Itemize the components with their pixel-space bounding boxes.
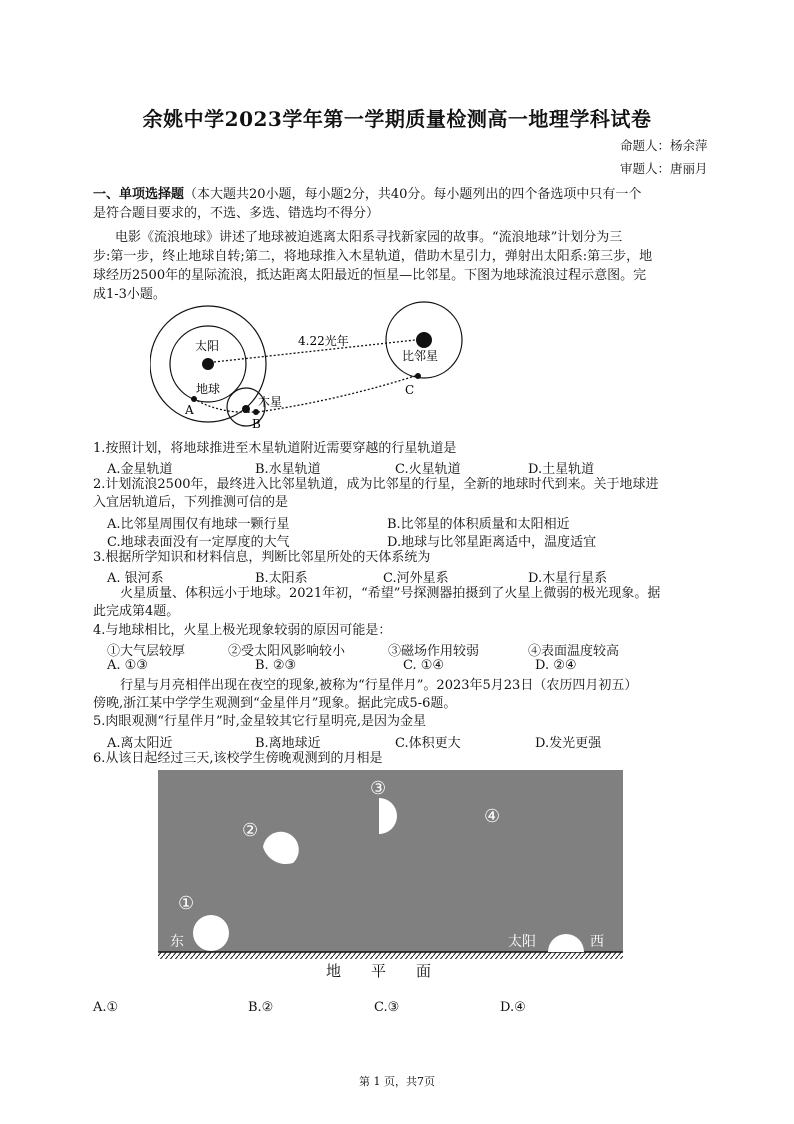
passage1-line-4: 成1-3小题。 [93,287,166,302]
passage3-line-1: 行星与月亮相伴出现在夜空的现象,被称为“行星伴月”。2023年5月23日（农历四月初五） [120,678,638,693]
horizon-hatch [158,952,623,959]
q1-option-d: D.土星轨道 [528,462,595,477]
q6-option-d: D.④ [500,1000,526,1015]
setter-line: 命题人：杨余萍 [620,138,708,153]
q3-option-d: D.木星行星系 [528,571,608,586]
passage2-line-1: 火星质量、体积远小于地球。2021年初，“希望”号探测器拍摄到了火星上微弱的极光现象。据 [120,586,661,601]
q5-stem: 5.肉眼观测“行星伴月”时,金星较其它行星明亮,是因为金星 [93,714,426,729]
moon-4-mark: ④ [484,806,501,827]
moon-1 [193,915,229,951]
west-label: 西 [590,934,604,950]
moon-3-mark: ③ [370,778,387,799]
q4-item-3: ③磁场作用较弱 [388,644,480,659]
q4-item-1: ①大气层较厚 [107,644,186,659]
q4-option-a: A. ①③ [107,658,148,673]
q1-option-c: C.火星轨道 [395,462,461,477]
east-label: 东 [170,934,184,950]
q1-option-a: A.金星轨道 [107,462,173,477]
q4-item-2: ②受太阳风影响较小 [228,644,346,659]
q2-option-d: D.地球与比邻星距离适中，温度适宜 [387,535,597,550]
passage1-line-2: 步:第一步，终止地球自转;第二，将地球推入木星轨道，借助木星引力，弹射出太阳系:第三步，地 [93,249,653,264]
page-title: 余姚中学2023学年第一学期质量检测高一地理学科试卷 [142,107,652,131]
q5-option-d: D.发光更强 [535,736,602,751]
proxima-dot [416,332,432,348]
moon-2-mark: ② [242,820,259,841]
q3-stem: 3.根据所学知识和材料信息，判断比邻星所处的天体系统为 [93,550,431,565]
reviewer-line: 审题人：唐丽月 [620,161,708,176]
q5-option-a: A.离太阳近 [107,736,173,751]
point-a-label: A [185,403,194,417]
q2-option-b: B.比邻星的体积质量和太阳相近 [387,517,570,532]
passage1-line-3: 球经历2500年的星际流浪，抵达距离太阳最近的恒星—比邻星。下图为地球流浪过程示意图。完 [93,268,647,283]
q2-stem-2: 入宜居轨道后，下列推测可信的是 [93,495,289,510]
q2-option-c: C.地球表面没有一定厚度的大气 [107,535,290,550]
proxima-label: 比邻星 [402,349,439,363]
q4-option-b: B. ②③ [255,658,297,673]
page-footer: 第 1 页，共7页 [359,1075,435,1088]
sun-label: 太阳 [195,339,220,353]
point-b-dot [253,409,259,415]
passage3-line-2: 傍晚,浙江某中学学生观测到“金星伴月”现象。据此完成5-6题。 [93,696,457,711]
q4-item-4: ④表面温度较高 [528,644,620,659]
q3-option-b: B.太阳系 [255,571,308,586]
earth-label: 地球 [196,382,221,396]
moon-1-mark: ① [178,893,195,914]
q1-stem: 1.按照计划，将地球推进至木星轨道附近需要穿越的行星轨道是 [93,441,457,456]
passage2-line-2: 此完成第4题。 [93,604,180,619]
jupiter-label: 木星 [258,395,283,409]
point-c-dot [415,373,421,379]
q5-option-c: C.体积更大 [395,736,461,751]
section-note-1: （本大题共20小题，每小题2分，共40分。每小题列出的四个备选项中只有一个 [184,187,642,202]
q6-option-a: A.① [93,1000,119,1015]
distance-label: 4.22光年 [298,334,349,348]
q2-option-a: A.比邻星周围仅有地球一颗行星 [107,517,290,532]
jupiter-dot [242,405,250,413]
evening-sky [158,770,623,952]
q2-stem-1: 2.计划流浪2500年，最终进入比邻星轨道，成为比邻星的行星，全新的地球时代到来。关于地球进 [93,477,659,492]
horizon-label: 地 平 面 [326,962,432,980]
q6-option-c: C.③ [374,1000,400,1015]
point-a-dot [191,396,197,402]
q5-option-b: B.离地球近 [255,736,321,751]
q3-option-a: A. 银河系 [107,571,164,586]
section-note-2: 是符合题目要求的，不选、多选、错选均不得分） [93,206,380,221]
sun-dot [202,358,214,370]
q6-stem: 6.从该日起经过三天,该校学生傍晚观测到的月相是 [93,751,383,766]
q1-option-b: B.水星轨道 [255,462,321,477]
q4-option-c: C. ①④ [403,658,445,673]
q6-option-b: B.② [248,1000,274,1015]
section-heading-row [93,186,641,204]
moon-phase-diagram [158,770,623,985]
orbit-diagram [150,300,480,435]
point-c-label: C [405,383,415,397]
point-b-label: B [252,417,261,431]
passage1-line-1: 电影《流浪地球》讲述了地球被迫逃离太阳系寻找新家园的故事。“流浪地球”计划分为三 [115,230,623,245]
q4-stem: 4.与地球相比，火星上极光现象较弱的原因可能是： [93,623,392,638]
sun-label: 太阳 [508,934,536,950]
section-heading: 一、单项选择题 [93,187,185,202]
q3-option-c: C.河外星系 [383,571,449,586]
q4-option-d: D. ②④ [535,658,577,673]
